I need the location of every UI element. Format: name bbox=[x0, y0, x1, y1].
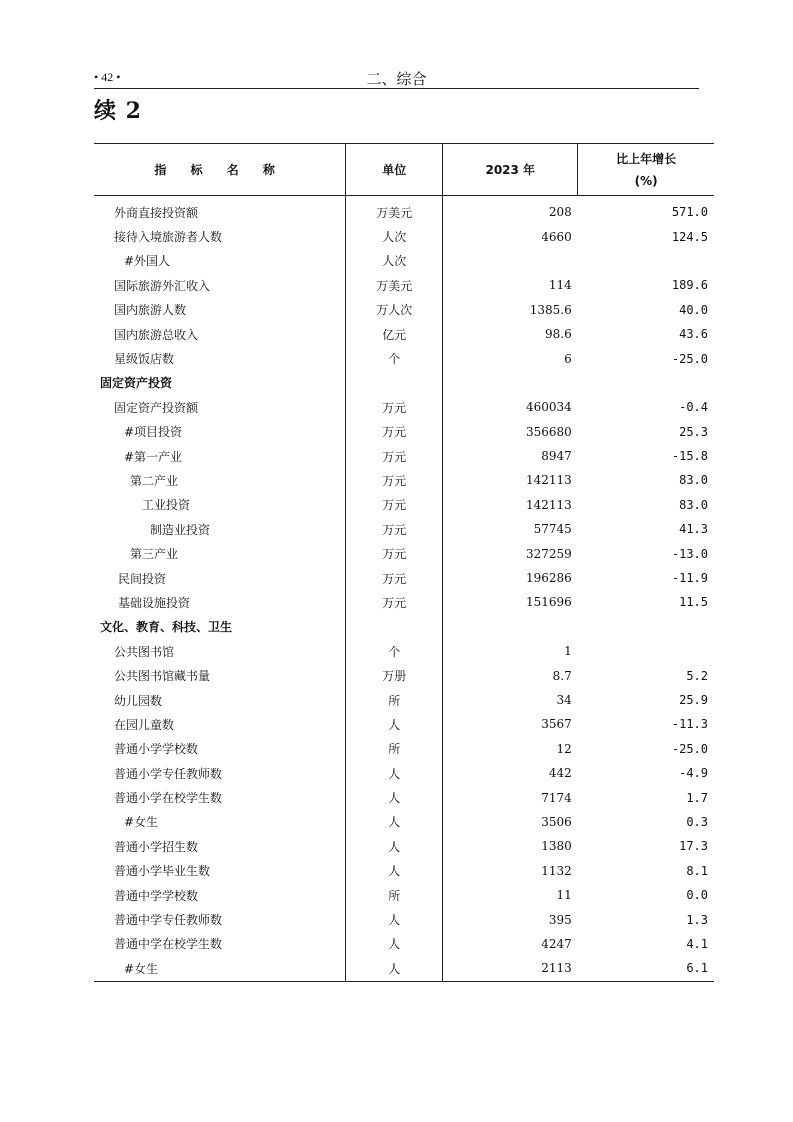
cell-value bbox=[443, 249, 578, 273]
cell-name: 普通小学在校学生数 bbox=[114, 791, 223, 806]
cell-growth: 6.1 bbox=[578, 956, 714, 981]
cell-value: 4247 bbox=[443, 932, 578, 956]
table-row bbox=[94, 420, 714, 444]
cell-growth: 25.3 bbox=[679, 424, 708, 439]
cell-name: 普通小学毕业生数 bbox=[114, 864, 211, 879]
cell-growth: 8.1 bbox=[686, 863, 708, 878]
cell-growth: 124.5 bbox=[671, 229, 708, 244]
growth-header-line1: 比上年增长 bbox=[616, 151, 677, 166]
table-row bbox=[94, 273, 714, 297]
growth-header-line2: (%) bbox=[634, 173, 658, 188]
cell-value: 356680 bbox=[443, 420, 578, 444]
cell-value: 34 bbox=[443, 688, 578, 712]
cell-name: #项目投资 bbox=[124, 425, 183, 440]
cell-unit: 所 bbox=[346, 737, 443, 761]
cell-growth: 0.0 bbox=[686, 888, 708, 903]
cell-growth: 83.0 bbox=[679, 497, 708, 512]
cell-unit: 人 bbox=[346, 956, 443, 981]
table-row bbox=[94, 956, 714, 981]
cell-growth: 83.0 bbox=[679, 473, 708, 488]
cell-value: 11 bbox=[443, 883, 578, 907]
table-row bbox=[94, 785, 714, 809]
table-row bbox=[94, 395, 714, 419]
table-row bbox=[94, 590, 714, 614]
table-row bbox=[94, 322, 714, 346]
cell-value: 1 bbox=[443, 639, 578, 663]
cell-unit: 人 bbox=[346, 907, 443, 931]
table-row bbox=[94, 298, 714, 322]
table-row bbox=[94, 346, 714, 370]
cell-name: 国内旅游总收入 bbox=[114, 327, 199, 342]
table-row bbox=[94, 810, 714, 834]
section-row bbox=[94, 615, 714, 639]
cell-unit: 万元 bbox=[346, 395, 443, 419]
table-row bbox=[94, 932, 714, 956]
table-row bbox=[94, 688, 714, 712]
cell-unit: 人 bbox=[346, 712, 443, 736]
table-row bbox=[94, 639, 714, 663]
cell-unit: 万元 bbox=[346, 444, 443, 468]
cell-name: 星级饭店数 bbox=[114, 352, 175, 367]
table-row bbox=[94, 907, 714, 931]
cell-unit: 人 bbox=[346, 785, 443, 809]
column-header-growth bbox=[578, 144, 714, 196]
cell-value: 142113 bbox=[443, 493, 578, 517]
cell-name: 普通中学专任教师数 bbox=[114, 913, 223, 928]
cell-value: 151696 bbox=[443, 590, 578, 614]
cell-name: 固定资产投资 bbox=[100, 376, 173, 391]
cell-growth: -0.4 bbox=[679, 400, 708, 415]
cell-growth: -13.0 bbox=[671, 546, 708, 561]
cell-unit: 人 bbox=[346, 834, 443, 858]
cell-unit: 人次 bbox=[346, 224, 443, 248]
cell-unit: 个 bbox=[346, 639, 443, 663]
cell-unit: 人 bbox=[346, 859, 443, 883]
cell-value: 6 bbox=[443, 346, 578, 370]
section-title: 二、综合 bbox=[366, 70, 427, 88]
cell-unit: 人 bbox=[346, 932, 443, 956]
cell-unit bbox=[346, 371, 443, 395]
cell-unit: 万美元 bbox=[346, 196, 443, 225]
cell-value: 4660 bbox=[443, 224, 578, 248]
cell-name: 第三产业 bbox=[130, 547, 179, 562]
continuation-title: 续 2 bbox=[94, 98, 142, 124]
cell-unit: 万元 bbox=[346, 493, 443, 517]
cell-value: 3567 bbox=[443, 712, 578, 736]
cell-unit: 万元 bbox=[346, 566, 443, 590]
cell-unit bbox=[346, 615, 443, 639]
table-row bbox=[94, 663, 714, 687]
cell-value: 1380 bbox=[443, 834, 578, 858]
cell-value bbox=[443, 371, 578, 395]
cell-value: 98.6 bbox=[443, 322, 578, 346]
cell-growth: -25.0 bbox=[671, 741, 708, 756]
cell-growth: 1.3 bbox=[686, 912, 708, 927]
cell-name: 工业投资 bbox=[142, 498, 191, 513]
cell-value: 8.7 bbox=[443, 663, 578, 687]
cell-name: #第一产业 bbox=[124, 449, 183, 464]
cell-growth: -11.9 bbox=[671, 571, 708, 586]
cell-unit: 人 bbox=[346, 810, 443, 834]
cell-name: 第二产业 bbox=[130, 473, 179, 488]
cell-unit: 万元 bbox=[346, 517, 443, 541]
cell-growth: 189.6 bbox=[671, 278, 708, 293]
table-row bbox=[94, 196, 714, 225]
cell-value: 7174 bbox=[443, 785, 578, 809]
cell-value: 327259 bbox=[443, 541, 578, 565]
cell-growth: 4.1 bbox=[686, 936, 708, 951]
cell-growth: 0.3 bbox=[686, 814, 708, 829]
cell-name: 普通小学招生数 bbox=[114, 839, 199, 854]
cell-name: 普通中学在校学生数 bbox=[114, 937, 223, 952]
column-header-value: 2023 年 bbox=[443, 144, 578, 196]
cell-growth: -15.8 bbox=[671, 449, 708, 464]
cell-name: #外国人 bbox=[124, 254, 171, 269]
running-header bbox=[94, 68, 699, 89]
cell-name: 公共图书馆 bbox=[114, 644, 175, 659]
table-row bbox=[94, 834, 714, 858]
table-row bbox=[94, 468, 714, 492]
page-number: • 42 • bbox=[94, 70, 121, 84]
table-row bbox=[94, 249, 714, 273]
column-header-unit: 单位 bbox=[346, 144, 443, 196]
cell-unit: 万元 bbox=[346, 420, 443, 444]
table-row bbox=[94, 517, 714, 541]
cell-name: #女生 bbox=[94, 956, 346, 981]
cell-unit: 万元 bbox=[346, 590, 443, 614]
cell-name: 接待入境旅游者人数 bbox=[114, 230, 223, 245]
table-header-row bbox=[94, 144, 714, 196]
statistics-table bbox=[94, 143, 714, 982]
table-row bbox=[94, 493, 714, 517]
cell-value: 12 bbox=[443, 737, 578, 761]
cell-growth: -25.0 bbox=[671, 351, 708, 366]
cell-growth: 43.6 bbox=[679, 327, 708, 342]
cell-unit: 万册 bbox=[346, 663, 443, 687]
cell-name: #女生 bbox=[124, 815, 159, 830]
cell-growth bbox=[578, 639, 714, 663]
table-row bbox=[94, 737, 714, 761]
cell-growth: 571.0 bbox=[671, 205, 708, 220]
section-row bbox=[94, 371, 714, 395]
cell-name: 固定资产投资额 bbox=[114, 400, 199, 415]
table-row bbox=[94, 224, 714, 248]
table-row bbox=[94, 541, 714, 565]
cell-value: 442 bbox=[443, 761, 578, 785]
cell-name: 国际旅游外汇收入 bbox=[114, 278, 211, 293]
cell-name: 国内旅游人数 bbox=[114, 303, 187, 318]
cell-value: 1385.6 bbox=[443, 298, 578, 322]
cell-unit: 人次 bbox=[346, 249, 443, 273]
cell-value: 196286 bbox=[443, 566, 578, 590]
column-header-name: 指 标 名 称 bbox=[94, 144, 346, 196]
cell-value: 2113 bbox=[443, 956, 578, 981]
cell-value: 114 bbox=[443, 273, 578, 297]
cell-name: 在园儿童数 bbox=[114, 717, 175, 732]
table-row bbox=[94, 883, 714, 907]
cell-growth bbox=[578, 615, 714, 639]
cell-unit: 个 bbox=[346, 346, 443, 370]
cell-name: 普通小学专任教师数 bbox=[114, 766, 223, 781]
cell-value: 395 bbox=[443, 907, 578, 931]
cell-growth: 41.3 bbox=[679, 522, 708, 537]
cell-unit: 亿元 bbox=[346, 322, 443, 346]
cell-growth bbox=[578, 249, 714, 273]
cell-growth: -11.3 bbox=[671, 717, 708, 732]
cell-growth: 11.5 bbox=[679, 595, 708, 610]
cell-name: 普通小学学校数 bbox=[114, 742, 199, 757]
cell-name: 普通中学学校数 bbox=[114, 888, 199, 903]
cell-name: 幼儿园数 bbox=[114, 693, 163, 708]
cell-name: 民间投资 bbox=[118, 571, 167, 586]
table-row bbox=[94, 444, 714, 468]
cell-growth: 17.3 bbox=[679, 839, 708, 854]
cell-name: 公共图书馆藏书量 bbox=[114, 669, 211, 684]
cell-name: 制造业投资 bbox=[150, 522, 211, 537]
table-body bbox=[94, 196, 714, 982]
cell-value: 8947 bbox=[443, 444, 578, 468]
cell-value: 208 bbox=[443, 196, 578, 225]
cell-unit: 所 bbox=[346, 883, 443, 907]
cell-unit: 人 bbox=[346, 761, 443, 785]
table-row bbox=[94, 712, 714, 736]
table-row bbox=[94, 859, 714, 883]
cell-name: 基础设施投资 bbox=[118, 595, 191, 610]
cell-growth: 25.9 bbox=[679, 693, 708, 707]
cell-value: 142113 bbox=[443, 468, 578, 492]
cell-unit: 所 bbox=[346, 688, 443, 712]
cell-unit: 万元 bbox=[346, 468, 443, 492]
cell-unit: 万美元 bbox=[346, 273, 443, 297]
table-row bbox=[94, 566, 714, 590]
cell-value: 3506 bbox=[443, 810, 578, 834]
cell-unit: 万元 bbox=[346, 541, 443, 565]
cell-name: 文化、教育、科技、卫生 bbox=[100, 620, 233, 635]
cell-value bbox=[443, 615, 578, 639]
cell-value: 460034 bbox=[443, 395, 578, 419]
cell-growth: 40.0 bbox=[679, 302, 708, 317]
cell-growth: 5.2 bbox=[686, 668, 708, 683]
cell-growth: 1.7 bbox=[686, 790, 708, 805]
cell-value: 1132 bbox=[443, 859, 578, 883]
cell-value: 57745 bbox=[443, 517, 578, 541]
cell-name: 外商直接投资额 bbox=[114, 205, 199, 220]
cell-unit: 万人次 bbox=[346, 298, 443, 322]
cell-growth: -4.9 bbox=[679, 766, 708, 781]
table-row bbox=[94, 761, 714, 785]
cell-growth bbox=[578, 371, 714, 395]
